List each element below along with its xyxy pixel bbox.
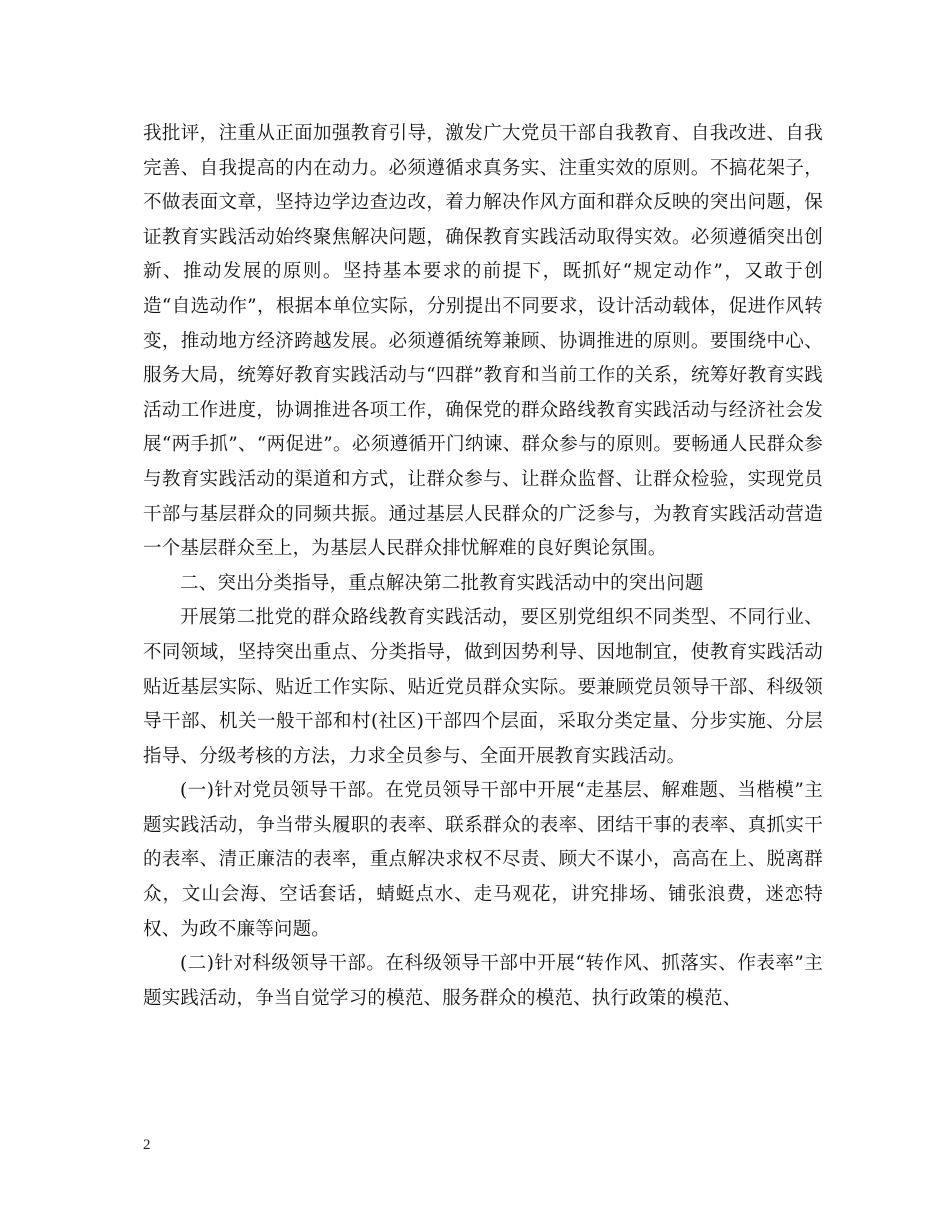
document-body — [143, 117, 823, 1016]
paragraph-3: (一)针对党员领导干部。在党员领导干部中开展“走基层、解难题、当楷模”主题实践活动，争当带头履职的表率、联系群众的表率、团结干事的表率、真抓实干的表率、清正廉洁的表率，重点解决求权不尽责、顾大不谋小，高高在上、脱离群众，文山会海、空话套话，蜻蜓点水、走马观花，讲究排场、铺张浪费，迷恋特权、为政不廉等问题。 — [143, 780, 823, 940]
paragraph-4: (二)针对科级领导干部。在科级领导干部中开展“转作风、抓落实、作表率”主题实践活动，争当自觉学习的模范、服务群众的模范、执行政策的模范、 — [143, 953, 823, 1009]
section-heading: 二、突出分类指导，重点解决第二批教育实践活动中的突出问题 — [180, 572, 704, 594]
paragraph-2: 开展第二批党的群众路线教育实践活动，要区别党组织不同类型、不同行业、不同领域，坚持突出重点、分类指导，做到因势利导、因地制宜，使教育实践活动贴近基层实际、贴近工作实际、贴近党员群众实际。要兼顾党员领导干部、科级领导干部、机关一般干部和村(社区)干部四个层面，采取分类定量、分步实施、分层指导、分级考核的方法，力求全员参与、全面开展教育实践活动。 — [143, 607, 823, 767]
paragraph-1: 我批评，注重从正面加强教育引导，激发广大党员干部自我教育、自我改进、自我完善、自我提高的内在动力。必须遵循求真务实、注重实效的原则。不搞花架子，不做表面文章，坚持边学边查边改，着力解决作风方面和群众反映的突出问题，保证教育实践活动始终聚焦解决问题，确保教育实践活动取得实效。必须遵循突出创新、推动发展的原则。坚持基本要求的前提下，既抓好“规定动作”，又敢于创造“自选动作”，根据本单位实际，分别提出不同要求，设计活动载体，促进作风转变，推动地方经济跨越发展。必须遵循统筹兼顾、协调推进的原则。要围绕中心、服务大局，统筹好教育实践活动与“四群”教育和当前工作的关系，统筹好教育实践活动工作进度，协调推进各项工作，确保党的群众路线教育实践活动与经济社会发展“两手抓”、“两促进”。必须遵循开门纳谏、群众参与的原则。要畅通人民群众参与教育实践活动的渠道和方式，让群众参与、让群众监督、让群众检验，实现党员干部与基层群众的同频共振。通过基层人民群众的广泛参与，为教育实践活动营造一个基层群众至上，为基层人民群众排忧解难的良好舆论氛围。 — [143, 123, 823, 560]
page-number: 2 — [143, 1137, 151, 1153]
